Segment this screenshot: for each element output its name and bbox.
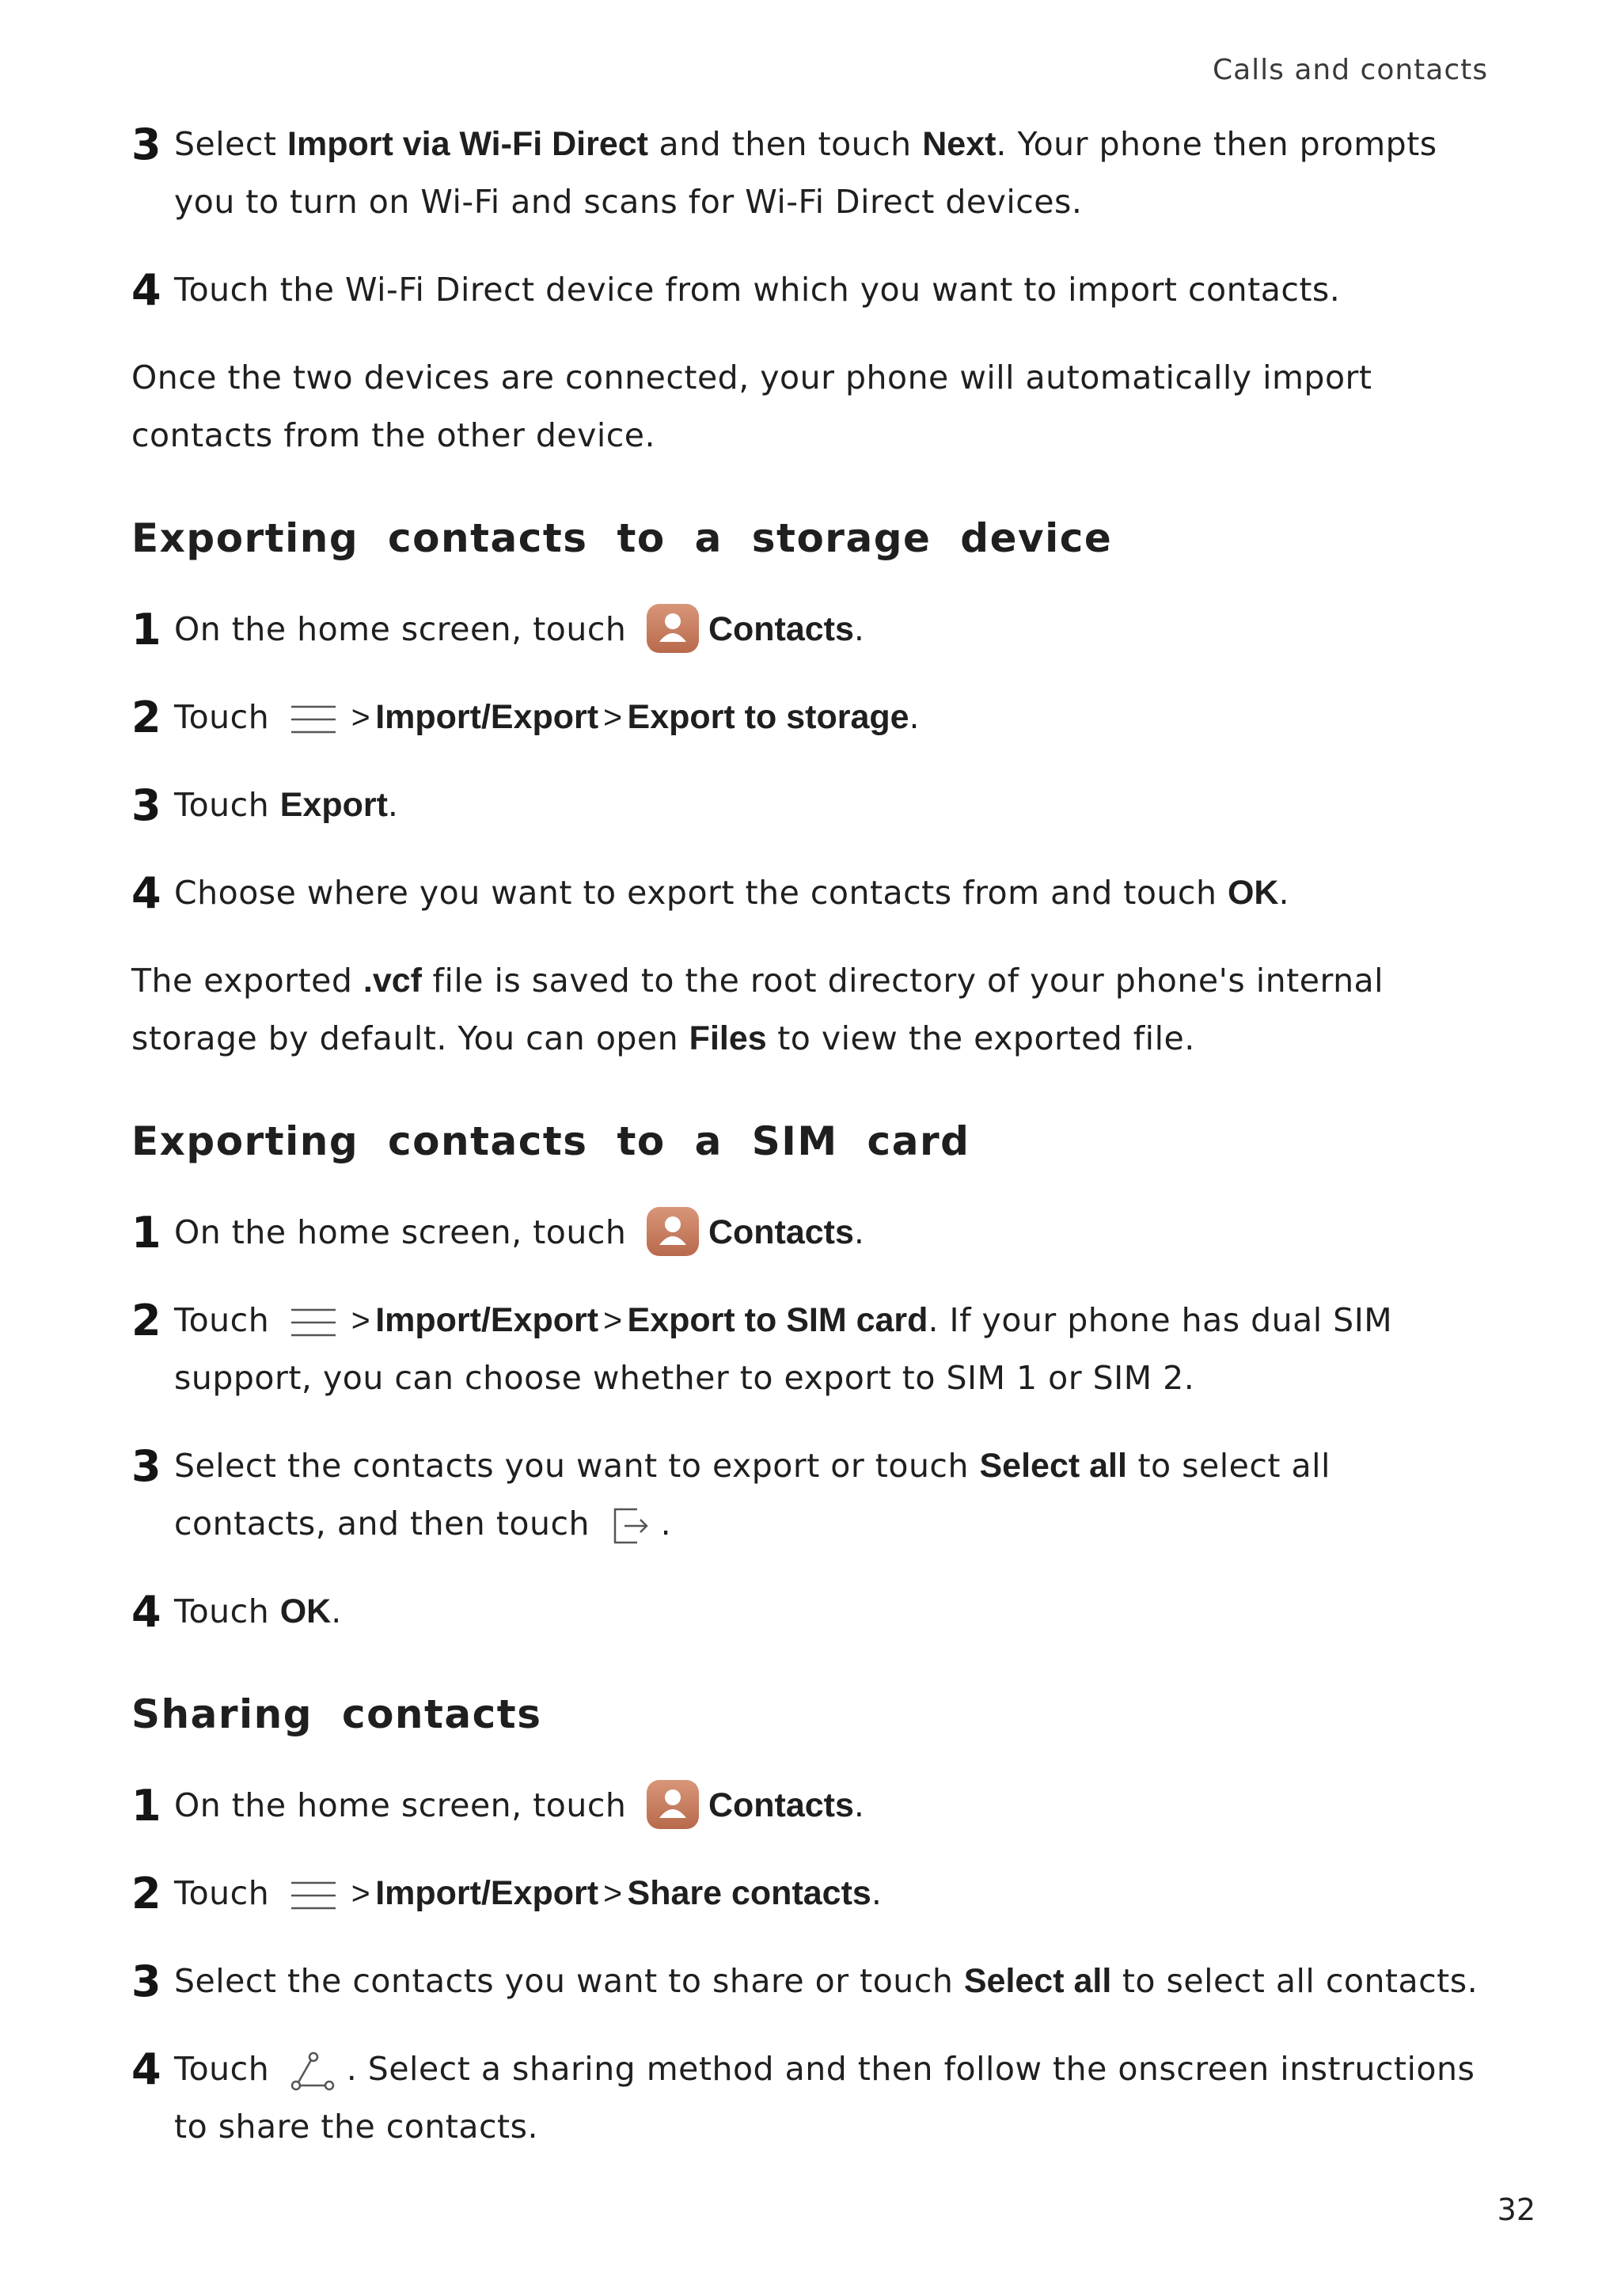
step-number: 2 xyxy=(131,1869,162,1918)
step-storage-2: 2 Touch > Import/Export > Export to storage. xyxy=(131,689,1493,746)
step-storage-1: 1 On the home screen, touch Contacts. xyxy=(131,601,1493,658)
step-wifi-4: 4 Touch the Wi-Fi Direct device from which you want to import contacts. xyxy=(131,261,1493,319)
menu-icon xyxy=(290,702,337,737)
step-share-4: 4 Touch . Select a sharing method and then follow the onscreen instructions to share the contacts. xyxy=(131,2040,1493,2156)
share-icon xyxy=(290,2051,337,2092)
step-storage-4: 4 Choose where you want to export the contacts from and touch OK. xyxy=(131,864,1493,922)
step-sim-2: 2 Touch > Import/Export > Export to SIM card. If your phone has dual SIM support, you can choose whether to export to SIM 1 or SIM 2. xyxy=(131,1292,1493,1407)
step-number: 4 xyxy=(131,2044,162,2094)
wifi-note: Once the two devices are connected, your phone will automatically import contacts from the other device. xyxy=(131,359,1372,454)
step-number: 3 xyxy=(131,1441,162,1491)
step-number: 1 xyxy=(131,1781,162,1831)
step-number: 3 xyxy=(131,1956,162,2006)
document-body xyxy=(131,116,1493,2186)
heading-export-storage: Exporting contacts to a storage device xyxy=(131,515,1113,561)
step-number: 3 xyxy=(131,120,162,169)
step-number: 1 xyxy=(131,1208,162,1258)
menu-icon xyxy=(290,1878,337,1913)
step-share-2: 2 Touch > Import/Export > Share contacts. xyxy=(131,1865,1493,1922)
step-number: 3 xyxy=(131,780,162,830)
step-storage-3: 3 Touch Export. xyxy=(131,776,1493,834)
step-number: 2 xyxy=(131,693,162,742)
storage-note: The exported .vcf file is saved to the root directory of your phone's internal storage by default. You can open Files to view the exported file. xyxy=(131,962,1384,1057)
page-number: 32 xyxy=(1497,2192,1536,2227)
step-number: 2 xyxy=(131,1296,162,1345)
step-wifi-3: 3 Select Import via Wi-Fi Direct and then touch Next. Your phone then prompts you to turn on Wi-Fi and scans for Wi-Fi Direct devices. xyxy=(131,116,1493,231)
step-number: 4 xyxy=(131,868,162,918)
contacts-app-icon xyxy=(647,604,699,653)
export-icon xyxy=(610,1506,651,1546)
step-number: 1 xyxy=(131,605,162,655)
step-share-3: 3 Select the contacts you want to share or touch Select all to select all contacts. xyxy=(131,1953,1493,2010)
running-header: Calls and contacts xyxy=(1212,54,1488,86)
step-number: 4 xyxy=(131,1587,162,1637)
step-share-1: 1 On the home screen, touch Contacts. xyxy=(131,1777,1493,1835)
heading-sharing: Sharing contacts xyxy=(131,1691,542,1737)
step-sim-3: 3 Select the contacts you want to export or touch Select all to select all contacts, and then touch . xyxy=(131,1437,1493,1553)
step-number: 4 xyxy=(131,265,162,315)
step-sim-4: 4 Touch OK. xyxy=(131,1583,1493,1641)
step-sim-1: 1 On the home screen, touch Contacts. xyxy=(131,1204,1493,1262)
contacts-app-icon xyxy=(647,1207,699,1256)
heading-export-sim: Exporting contacts to a SIM card xyxy=(131,1118,970,1164)
contacts-app-icon xyxy=(647,1780,699,1829)
menu-icon xyxy=(290,1305,337,1340)
